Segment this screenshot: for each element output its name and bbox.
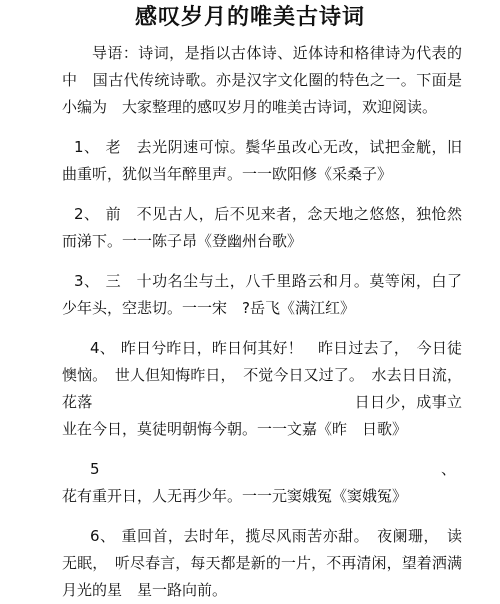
poem-text: 昨日兮昨日，昨日何其好！ 昨日过去了， 今日徒懊恼。 世人但知悔昨日， 不觉今日又过了。 水去日日流，花落 日日少，成事立业在今日，莫徒明朝悔今朝。一一文嘉《昨 日歌》 [62,339,462,438]
poem-item [62,134,478,188]
poem-number: 3、 [74,272,100,290]
poem-number: 6、 [90,527,116,545]
poem-item [62,268,478,322]
poem-item [62,523,462,604]
poem-text: 花有重开日，人无再少年。一一元窦娥冤《窦娥冤》 [62,487,408,505]
document-title: 感叹岁月的唯美古诗词 [134,5,365,30]
poem-item [62,335,462,443]
poem-item [62,201,478,255]
poem-text: 三 十功名尘与土，八千里路云和月。莫等闲，白了 少年头，空悲切。一一宋 ?岳飞《满江红》 [62,272,478,317]
poem-number: 2、 [74,205,100,223]
poem-item [62,456,462,510]
poem-text: 老 去光阴速可惊。鬓华虽改心无改，试把金觥，旧 曲重听，犹似当年醉里声。一一欧阳修《采桑子》 [62,138,478,183]
poem-number: 4、 [90,339,115,357]
intro-paragraph: 导语：诗词，是指以古体诗、近体诗和格律诗为代表的中 国古代传统诗歌。亦是汉字文化圈的特色之一。下面是小编为 大家整理的感叹岁月的唯美古诗词，欢迎阅读。 [62,44,462,116]
poem-number: 1、 [74,138,100,156]
poem-number: 5、 [90,460,456,478]
poem-text: 重回首，去时年，揽尽风雨苦亦甜。 夜阑珊， 读无眠， 听尽春言，每天都是新的一片，不再清闲，望着洒满月光的星 星一路向前。 [62,527,462,599]
poem-text: 前 不见古人，后不见来者，念天地之悠悠，独怆然 而涕下。一一陈子昂《登幽州台歌》 [62,205,478,250]
